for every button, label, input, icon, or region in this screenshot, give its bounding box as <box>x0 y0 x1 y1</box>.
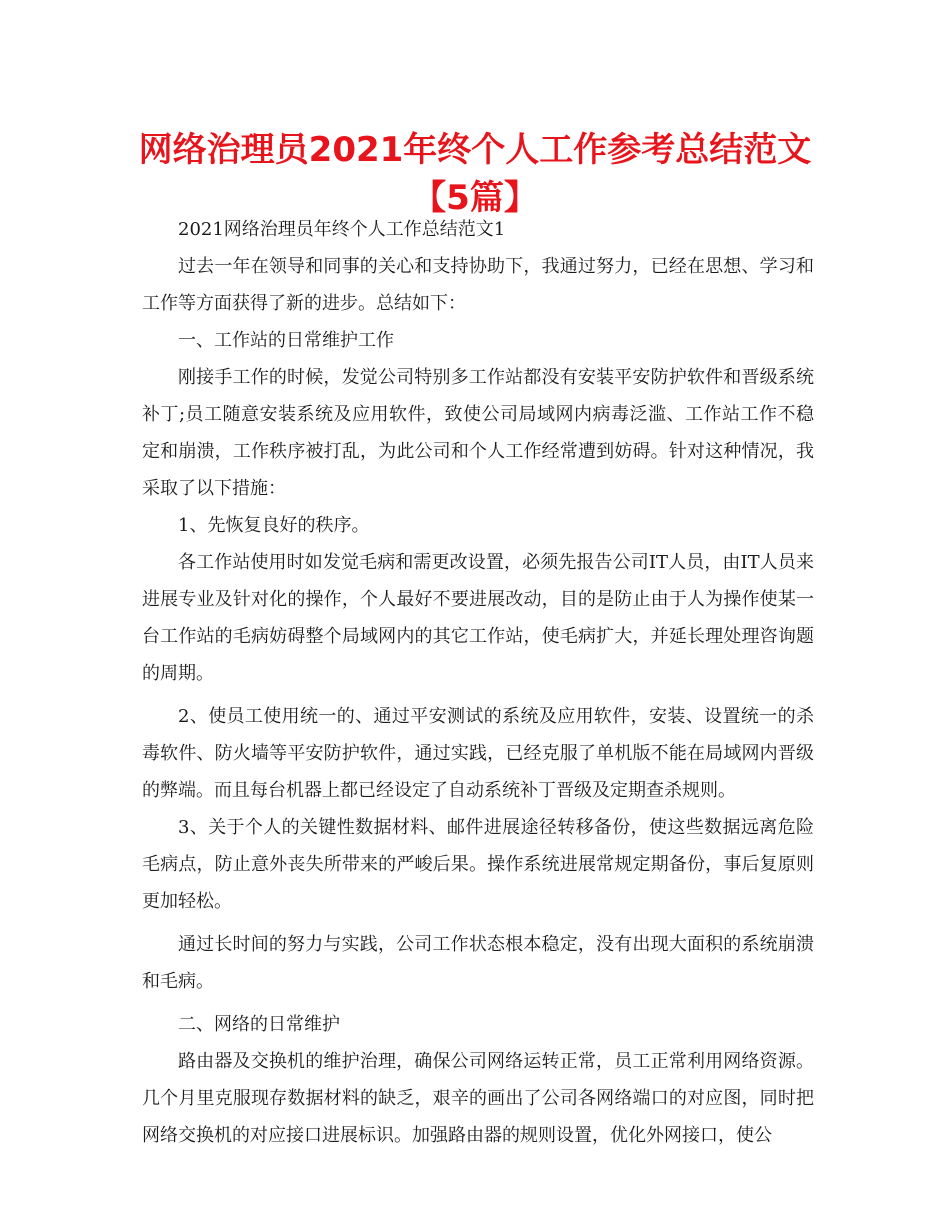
section-heading: 二、网络的日常维护 <box>178 1014 340 1035</box>
list-item: 3、关于个人的关键性数据材料、邮件进展途径转移备份，使这些数据远离危险毛病点，防止意外丧失所带来的严峻后果。操作系统进展常规定期备份，事后复原则更加轻松。 <box>142 817 814 912</box>
paragraph: 各工作站使用时如发觉毛病和需更改设置，必须先报告公司IT人员，由IT人员来进展专业及针对化的操作，个人最好不要进展改动，目的是防止由于人为操作使某一台工作站的毛病妨碍整个局域网内的其它工作站，使毛病扩大，并延长理处理咨询题的周期。 <box>142 552 814 684</box>
list-item: 2、使员工使用统一的、通过平安测试的系统及应用软件，安装、设置统一的杀毒软件、防火墙等平安防护软件，通过实践，已经克服了单机版不能在局域网内晋级的弊端。而且每台机器上都已经设定了自动系统补丁晋级及定期查杀规则。 <box>142 706 814 801</box>
document-title: 网络治理员2021年终个人工作参考总结范文【5篇】 <box>138 130 812 218</box>
paragraph: 过去一年在领导和同事的关心和支持协助下，我通过努力，已经在思想、学习和工作等方面获得了新的进步。总结如下： <box>142 256 814 314</box>
section-heading: 一、工作站的日常维护工作 <box>178 330 394 351</box>
paragraph: 刚接手工作的时候，发觉公司特别多工作站都没有安装平安防护软件和晋级系统补丁;员工随意安装系统及应用软件，致使公司局域网内病毒泛滥、工作站工作不稳定和崩溃，工作秩序被打乱，为此公司和个人工作经常遭到妨碍。针对这种情况，我采取了以下措施： <box>142 367 814 499</box>
paragraph: 路由器及交换机的维护治理，确保公司网络运转正常，员工正常利用网络资源。几个月里克服现存数据材料的缺乏，艰辛的画出了公司各网络端口的对应图，同时把网络交换机的对应接口进展标识。加强路由器的规则设置，优化外网接口，使公 <box>142 1051 814 1146</box>
paragraph: 通过长时间的努力与实践，公司工作状态根本稳定，没有出现大面积的系统崩溃和毛病。 <box>142 934 814 992</box>
document-body <box>142 211 814 1154</box>
paragraph-subtitle: 2021网络治理员年终个人工作总结范文1 <box>178 219 506 240</box>
list-item: 1、先恢复良好的秩序。 <box>178 515 370 536</box>
